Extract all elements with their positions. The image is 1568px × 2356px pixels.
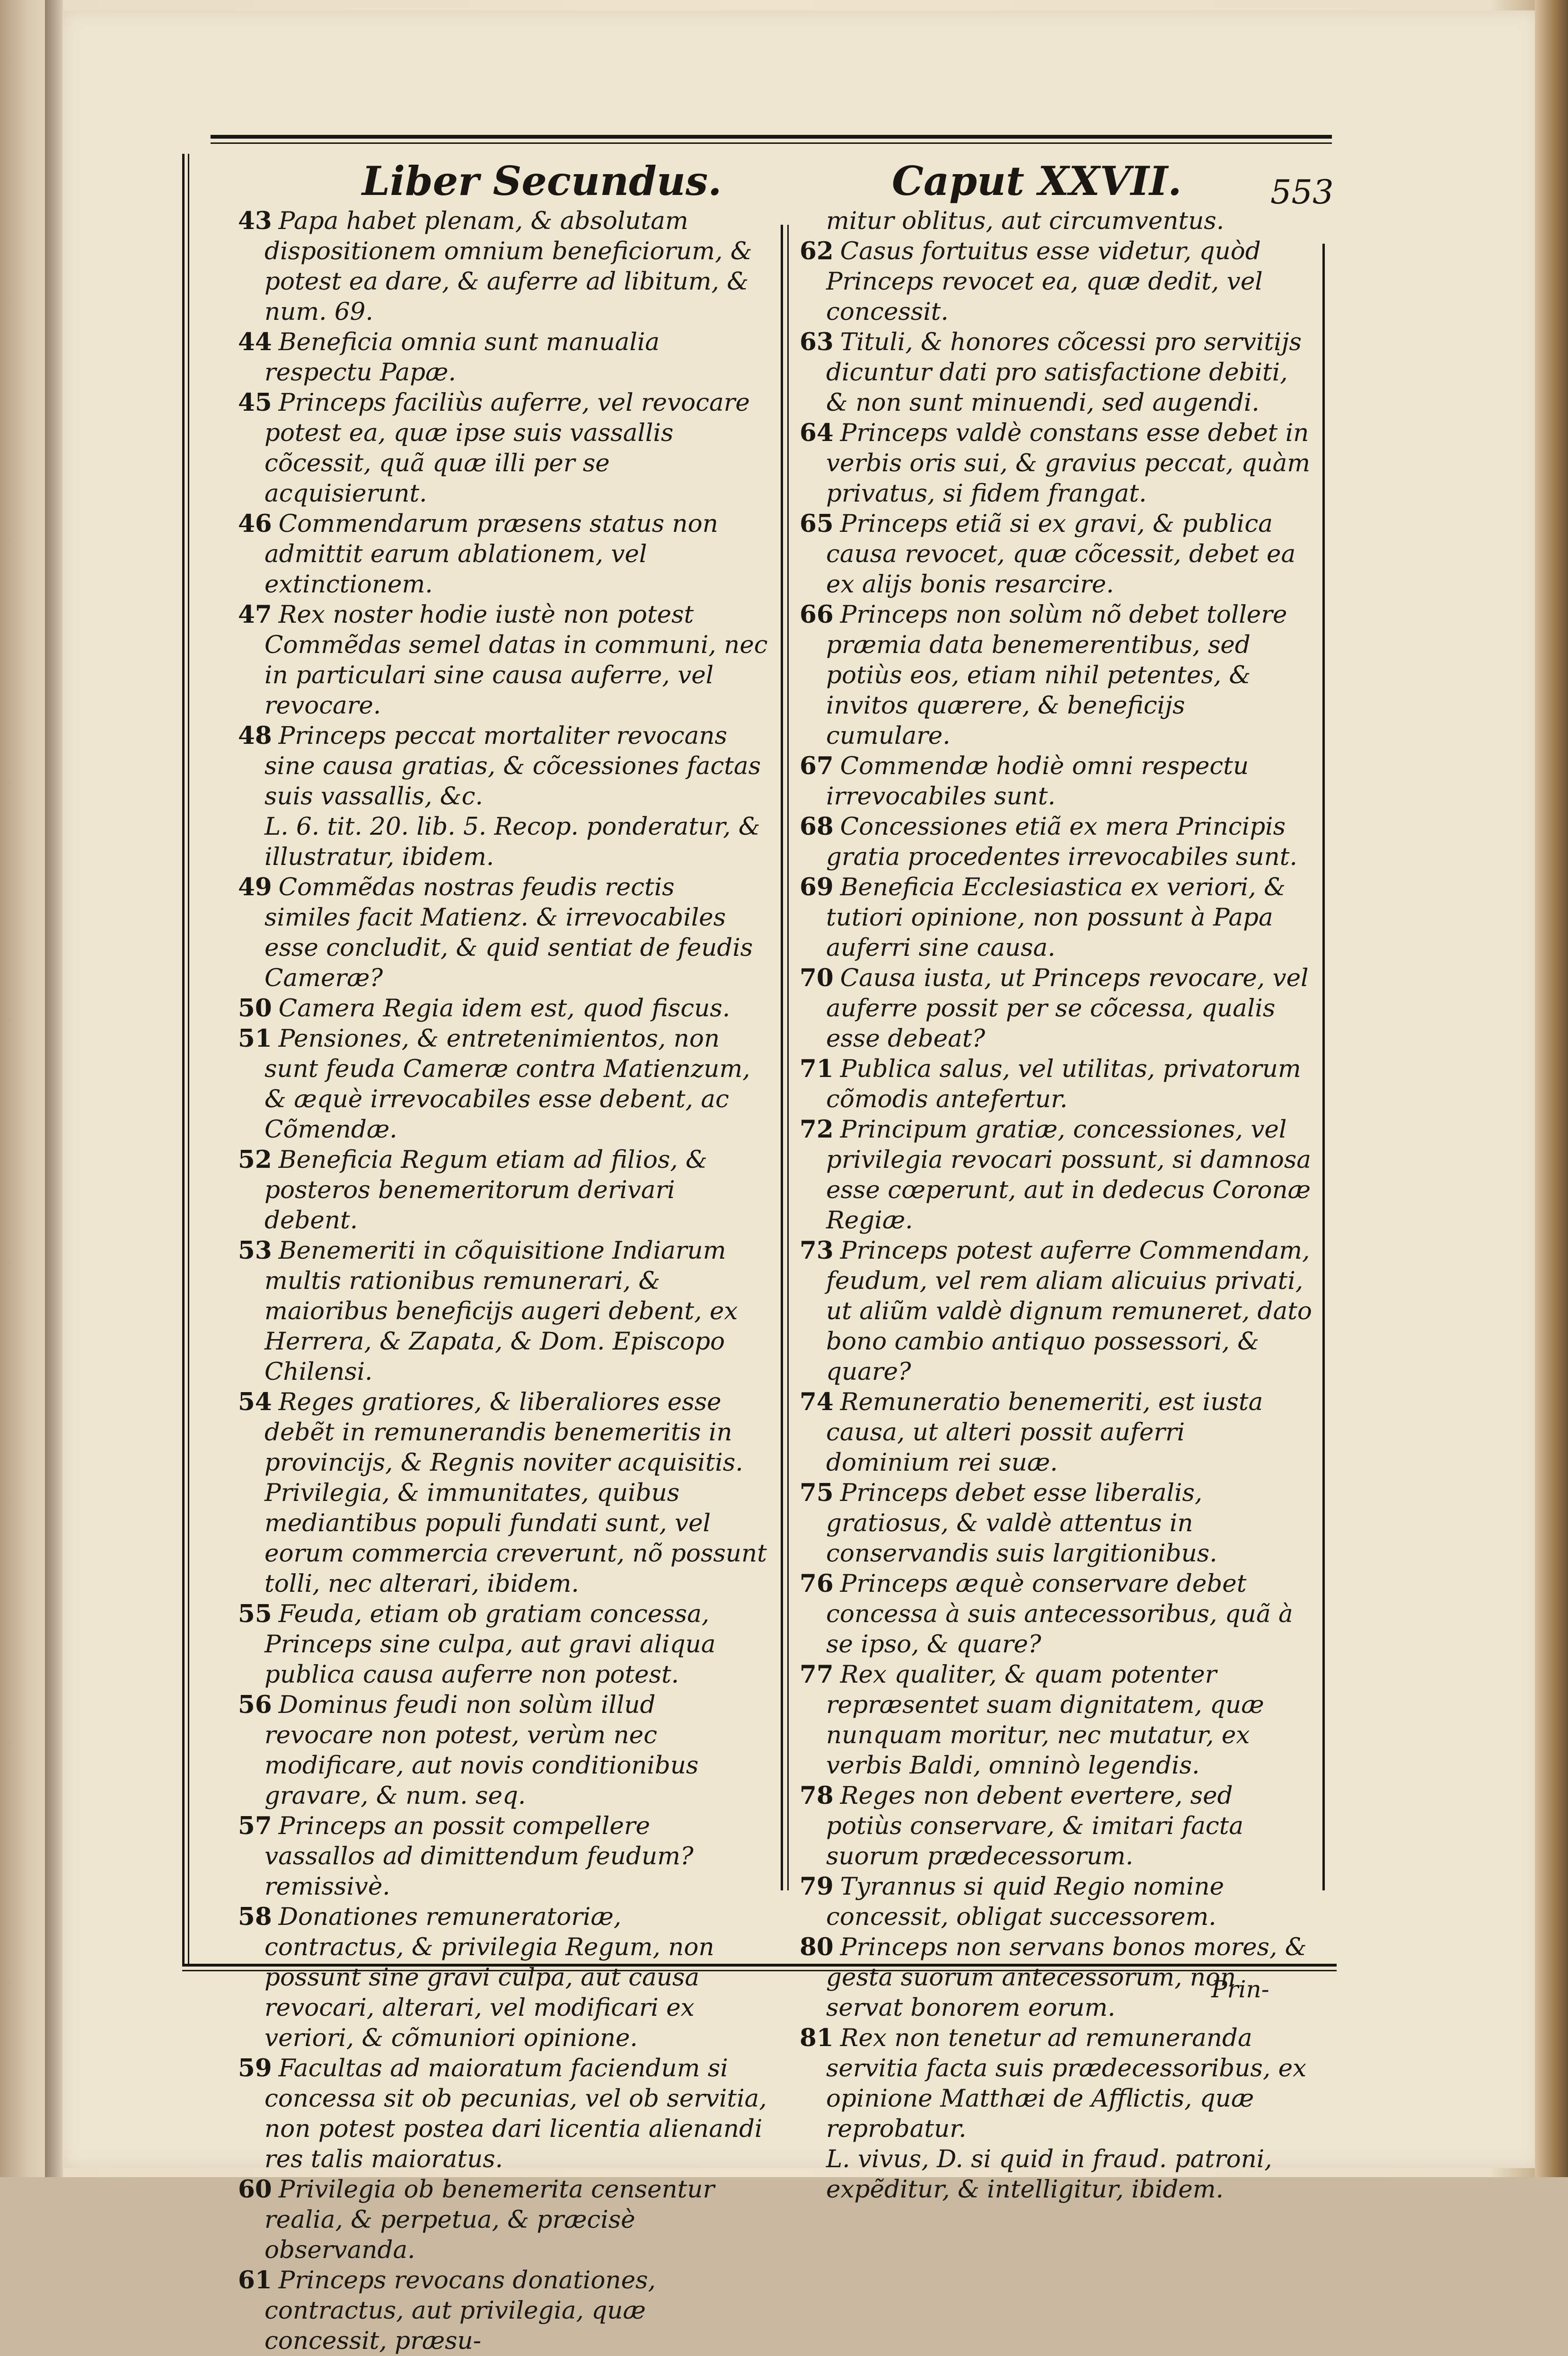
entry-text: Princeps valdè constans esse debet in verbis oris sui, & gravius peccat, quàm privatus, si fidem frangat. <box>826 419 1311 508</box>
top-rule <box>211 135 1332 139</box>
entry-number: 62 <box>800 237 834 265</box>
entry-text: Princeps non solùm nõ debet tollere præmia data benemerentibus, sed potiùs eos, etiam nihil petentes, & invitos quærere, & beneficijs cumulare. <box>826 600 1287 750</box>
entry-text: Commendæ hodiè omni respectu irrevocabiles sunt. <box>826 752 1249 811</box>
summary-entry <box>238 2174 768 2265</box>
summary-entry <box>800 2023 1315 2144</box>
entry-number: 64 <box>800 419 834 447</box>
entry-text: Rex qualiter, & quam potenter repræsentet suam dignitatem, quæ nunquam moritur, nec mutatur, ex verbis Baldi, omninò legendis. <box>826 1660 1264 1780</box>
entry-number: 58 <box>238 1903 272 1931</box>
entry-number: 78 <box>800 1782 834 1810</box>
entry-text: Donationes remuneratoriæ, contractus, & privilegia Regum, non possunt sine gravi culpa, aut causa revocari, alterari, vel modificari ex veriori, & cõmuniori opinione. <box>264 1903 714 2052</box>
entry-text: Privilegia, & immunitates, quibus mediantibus populi fundati sunt, vel eorum commercia creverunt, nõ possunt tolli, nec alterari, ibidem. <box>264 1479 767 1598</box>
page-edge <box>1535 0 1568 2177</box>
summary-entry <box>800 1781 1315 1871</box>
entry-number: 69 <box>800 873 834 901</box>
summary-entry <box>800 751 1315 812</box>
entry-number: 52 <box>238 1146 272 1174</box>
entry-number: 54 <box>238 1388 272 1416</box>
entry-number: 76 <box>800 1570 834 1598</box>
entry-number: 61 <box>238 2266 272 2294</box>
entry-text: Princeps non servans bonos mores, & gesta suorum antecessorum, non servat bonorem eorum. <box>826 1933 1307 2022</box>
entry-text: Pensiones, & entretenimientos, non sunt feuda Cameræ contra Matienzum, & æquè irrevocabiles esse debent, ac Cõmendæ. <box>264 1024 750 1144</box>
entry-text: mitur oblitus, aut circumventus. <box>826 207 1224 235</box>
entry-number: 48 <box>238 722 272 750</box>
summary-entry <box>800 1387 1315 1478</box>
entry-text: Princeps faciliùs auferre, vel revocare potest ea, quæ ipse suis vassallis cõcessit, quã quæ illi per se acquisierunt. <box>264 388 750 508</box>
entry-text: Casus fortuitus esse videtur, quòd Princeps revocet ea, quæ dedit, vel concessit. <box>826 237 1263 326</box>
entry-number: 71 <box>800 1055 834 1083</box>
entry-number: 74 <box>800 1388 834 1416</box>
entry-text: Publica salus, vel utilitas, privatorum cõmodis antefertur. <box>826 1055 1301 1113</box>
summary-entry <box>800 206 1315 236</box>
summary-entry <box>800 600 1315 751</box>
entry-number: 51 <box>238 1024 272 1053</box>
summary-entry <box>238 1478 768 1599</box>
entry-number: 49 <box>238 873 272 901</box>
summary-entry <box>238 2265 768 2356</box>
left-rule-thin <box>188 154 189 1966</box>
entry-text: Reges gratiores, & liberaliores esse debẽt in remunerandis benemeritis in provincijs, & Regnis noviter acquisitis. <box>264 1388 743 1477</box>
summary-entry <box>238 1024 768 1145</box>
summary-entry <box>238 327 768 388</box>
entry-number: 73 <box>800 1236 834 1265</box>
left-rule <box>182 154 185 1966</box>
entry-text: L. vivus, D. si quid in fraud. patroni, expẽditur, & intelligitur, ibidem. <box>826 2145 1272 2204</box>
column-divider-thin <box>787 225 789 1890</box>
entry-text: Commẽdas nostras feudis rectis similes facit Matienz. & irrevocabiles esse concludit, & quid sentiat de feudis Cameræ? <box>264 873 753 992</box>
entry-text: Remuneratio benemeriti, est iusta causa, ut alteri possit auferri dominium rei suæ. <box>826 1388 1263 1477</box>
summary-entry <box>238 872 768 993</box>
entry-text: Princeps an possit compellere vassallos ad dimittendum feudum? remissivè. <box>264 1812 694 1901</box>
entry-text: Camera Regia idem est, quod fiscus. <box>278 994 731 1023</box>
summary-entry <box>800 2144 1315 2205</box>
summary-entry <box>238 1387 768 1478</box>
summary-entry <box>238 1235 768 1387</box>
summary-entry <box>238 1145 768 1235</box>
entry-number: 68 <box>800 812 834 841</box>
entry-number: 75 <box>800 1479 834 1507</box>
summary-entry <box>238 1690 768 1811</box>
entry-text: Beneficia omnia sunt manualia respectu Papæ. <box>264 328 660 387</box>
entry-text: Commendarum præsens status non admittit earum ablationem, vel extinctionem. <box>264 510 718 599</box>
catchword: Prin- <box>1211 1976 1269 2003</box>
running-head-book: Liber Secundus. <box>362 158 722 204</box>
binding-gutter <box>45 0 63 2177</box>
summary-entry <box>800 1569 1315 1659</box>
entry-text: Privilegia ob benemerita censentur realia, & perpetua, & præcisè observanda. <box>264 2175 715 2264</box>
entry-number: 56 <box>238 1691 272 1719</box>
summary-entry <box>800 1659 1315 1781</box>
entry-text: Beneficia Ecclesiastica ex veriori, & tutiori opinione, non possunt à Papa auferri sine causa. <box>826 873 1286 962</box>
entry-number: 72 <box>800 1115 834 1144</box>
entry-text: Principum gratiæ, concessiones, vel privilegia revocari possunt, si damnosa esse cœperunt, aut in dedecus Coronæ Regiæ. <box>826 1115 1311 1235</box>
column-divider <box>781 225 783 1890</box>
summary-entry <box>238 1811 768 1902</box>
summary-entry <box>800 872 1315 963</box>
entry-number: 80 <box>800 1933 834 1961</box>
summary-entry <box>800 1478 1315 1569</box>
summary-entry <box>238 1902 768 2053</box>
entry-number: 66 <box>800 600 834 629</box>
summary-entry <box>238 812 768 872</box>
entry-number: 67 <box>800 752 834 780</box>
entry-number: 79 <box>800 1872 834 1901</box>
summary-entry <box>800 1871 1315 1932</box>
running-head <box>182 149 1337 215</box>
summary-entry <box>238 600 768 721</box>
entry-number: 59 <box>238 2054 272 2082</box>
entry-text: Facultas ad maioratum faciendum si concessa sit ob pecunias, vel ob servitia, non potest postea dari licentia alienandi res talis maioratus. <box>264 2054 767 2173</box>
summary-entry <box>238 509 768 600</box>
printed-frame <box>182 135 1337 2355</box>
entry-text: Reges non debent evertere, sed potiùs conservare, & imitari facta suorum prædecessorum. <box>826 1782 1244 1871</box>
summary-entry <box>800 1054 1315 1114</box>
entry-text: L. 6. tit. 20. lib. 5. Recop. ponderatur, & illustratur, ibidem. <box>264 812 760 871</box>
summary-entry <box>238 206 768 327</box>
entry-number: 55 <box>238 1600 272 1628</box>
top-rule-thin <box>211 142 1332 144</box>
entry-text: Tituli, & honores cõcessi pro servitijs dicuntur dati pro satisfactione debiti, & non sunt minuendi, sed augendi. <box>826 328 1302 417</box>
entry-text: Papa habet plenam, & absolutam dispositionem omnium beneficiorum, & potest ea dare, & auferre ad libitum, & num. 69. <box>264 207 752 326</box>
entry-text: Beneficia Regum etiam ad filios, & posteros benemeritorum derivari debent. <box>264 1146 707 1235</box>
summary-column-right <box>800 206 1315 2205</box>
entry-text: Causa iusta, ut Princeps revocare, vel auferre possit per se cõcessa, qualis esse debeat? <box>826 964 1309 1053</box>
summary-entry <box>800 1235 1315 1387</box>
page-number: 553 <box>1270 173 1334 212</box>
entry-number: 46 <box>238 510 272 538</box>
summary-entry <box>800 418 1315 509</box>
entry-number: 70 <box>800 964 834 992</box>
summary-entry <box>800 236 1315 327</box>
entry-text: Princeps peccat mortaliter revocans sine causa gratias, & cõcessiones factas suis vassallis, &c. <box>264 722 761 811</box>
right-rule <box>1322 244 1325 1890</box>
entry-text: Princeps debet esse liberalis, gratiosus, & valdè attentus in conservandis suis largitionibus. <box>826 1479 1217 1568</box>
entry-number: 53 <box>238 1236 272 1265</box>
summary-entry <box>238 993 768 1024</box>
entry-text: Princeps potest auferre Commendam, feudum, vel rem aliam alicuius privati, ut aliũm valdè dignum remuneret, dato bono cambio antiquo possessori, & quare? <box>826 1236 1312 1386</box>
summary-entry <box>800 963 1315 1054</box>
entry-text: Tyrannus si quid Regio nomine concessit, obligat successorem. <box>826 1872 1224 1931</box>
entry-text: Princeps etiã si ex gravi, & publica causa revocet, quæ cõcessit, debet ea ex alijs bonis resarcire. <box>826 510 1296 599</box>
entry-text: Dominus feudi non solùm illud revocare non potest, verùm nec modificare, aut novis conditionibus gravare, & num. seq. <box>264 1691 699 1810</box>
entry-number: 81 <box>800 2024 834 2052</box>
summary-entry <box>800 1114 1315 1235</box>
summary-column-left <box>238 206 768 2356</box>
entry-number: 45 <box>238 388 272 417</box>
entry-number: 47 <box>238 600 272 629</box>
entry-text: Feuda, etiam ob gratiam concessa, Princeps sine culpa, aut gravi aliqua publica causa auferre non potest. <box>264 1600 716 1689</box>
entry-text: Benemeriti in cõquisitione Indiarum multis rationibus remunerari, & maioribus beneficijs augeri debent, ex Herrera, & Zapata, & Dom. Episcopo Chilensi. <box>264 1236 738 1386</box>
summary-entry <box>800 812 1315 872</box>
entry-number: 77 <box>800 1660 834 1689</box>
summary-entry <box>238 2053 768 2174</box>
summary-entry <box>800 327 1315 418</box>
entry-number: 65 <box>800 510 834 538</box>
entry-text: Rex non tenetur ad remuneranda servitia facta suis prædecessoribus, ex opinione Matthæi de Afflictis, quæ reprobatur. <box>826 2024 1307 2143</box>
entry-number: 63 <box>800 328 834 356</box>
entry-text: Rex noster hodie iustè non potest Commẽdas semel datas in communi, nec in particulari sine causa auferre, vel revocare. <box>264 600 768 720</box>
entry-number: 60 <box>238 2175 272 2204</box>
entry-number: 50 <box>238 994 272 1023</box>
entry-text: Princeps æquè conservare debet concessa à suis antecessoribus, quã à se ipso, & quare? <box>826 1570 1293 1659</box>
entry-number: 44 <box>238 328 272 356</box>
summary-entry <box>800 509 1315 600</box>
entry-text: Concessiones etiã ex mera Principis gratia procedentes irrevocabiles sunt. <box>826 812 1297 871</box>
entry-number: 57 <box>238 1812 272 1840</box>
running-head-chapter: Caput XXVII. <box>892 158 1182 204</box>
summary-entry <box>238 388 768 509</box>
entry-number: 43 <box>238 207 272 235</box>
summary-entry <box>238 721 768 812</box>
entry-text: Princeps revocans donationes, contractus, aut privilegia, quæ concessit, præsu- <box>264 2266 656 2355</box>
summary-entry <box>238 1599 768 1690</box>
